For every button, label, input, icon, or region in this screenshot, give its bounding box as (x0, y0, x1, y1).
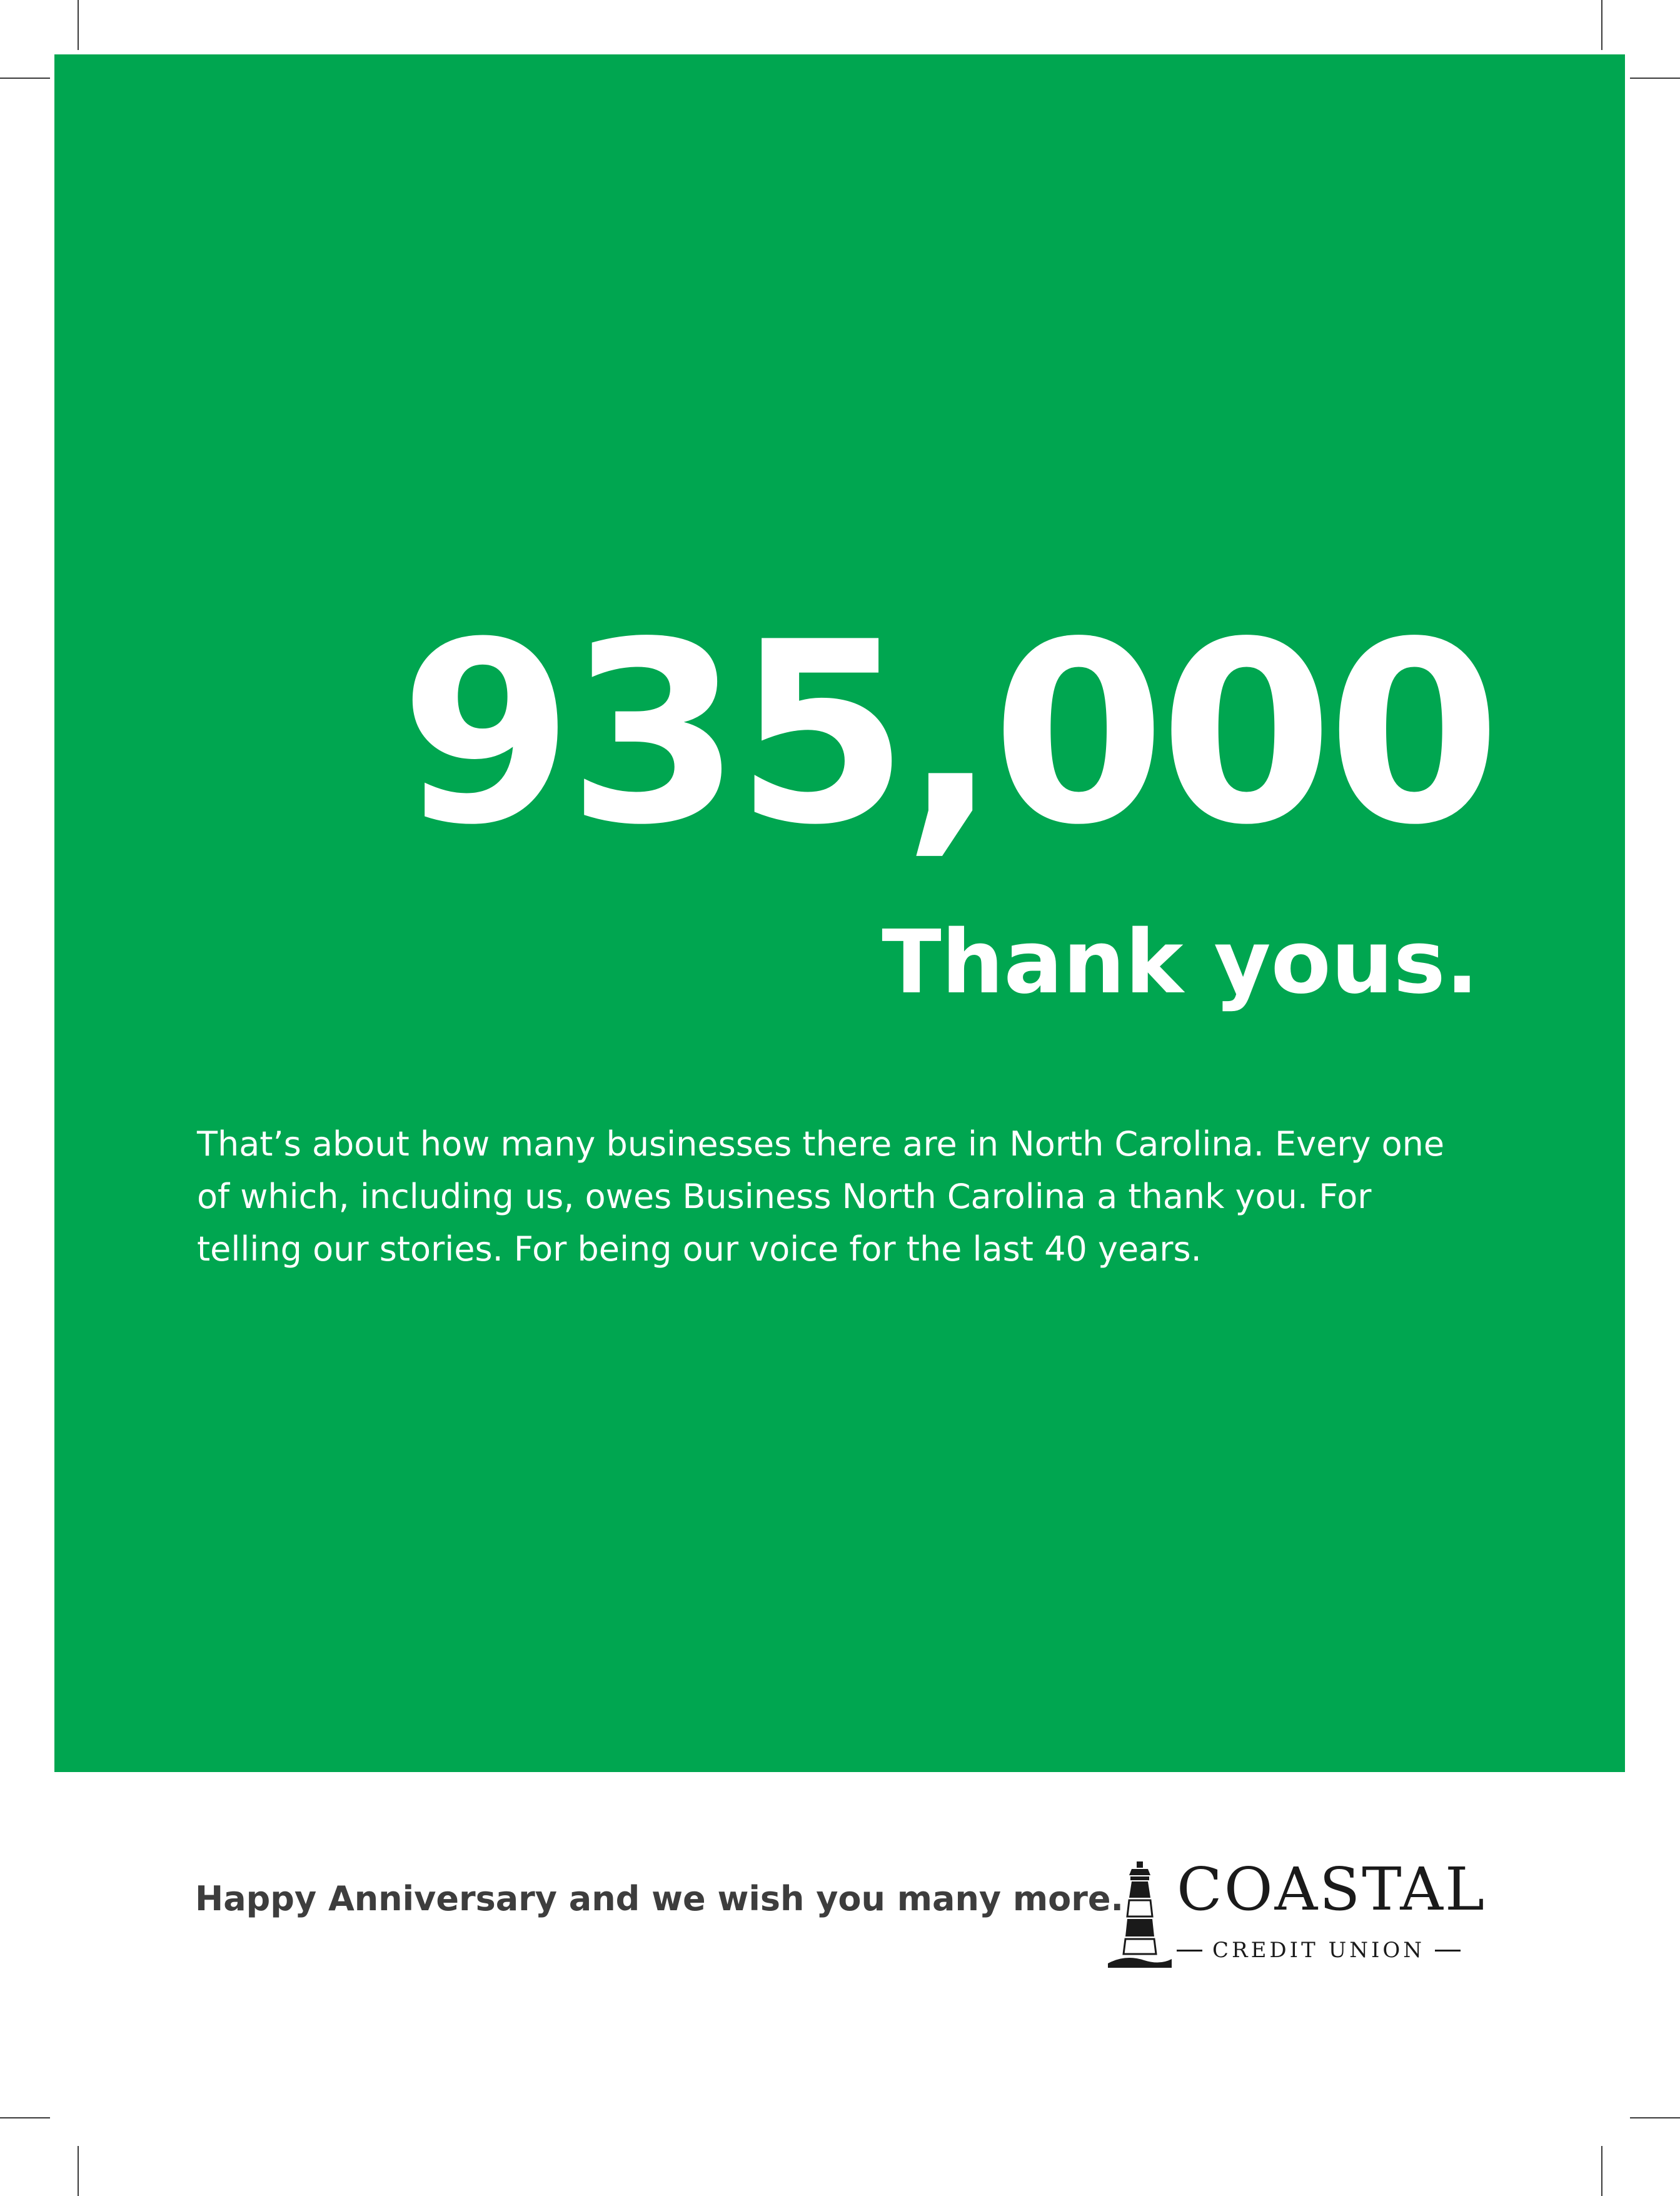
crop-mark-bottom-right-h (1630, 2117, 1680, 2118)
crop-mark-bottom-left-v (78, 2146, 79, 2196)
crop-mark-top-left-h (0, 78, 50, 79)
logo-right-rule (1435, 1950, 1461, 1952)
anniversary-message: Happy Anniversary and we wish you many more. (195, 1879, 1124, 1918)
headline-subtitle: Thank yous. (882, 912, 1479, 1014)
crop-mark-top-right-v (1601, 0, 1602, 50)
logo-subtitle: CREDIT UNION (1212, 1938, 1426, 1963)
logo-subtitle-row (1177, 1938, 1461, 1963)
logo-left-rule (1177, 1950, 1202, 1952)
headline-number: 935,000 (400, 589, 1495, 880)
lighthouse-icon (1107, 1860, 1172, 1970)
crop-mark-top-left-v (78, 0, 79, 50)
body-copy: That’s about how many businesses there are in North Carolina. Every one of which, including us, owes Business North Carolina a thank you. For telling our stories. For being our voice for the last 40 years. (197, 1124, 1445, 1269)
crop-mark-bottom-right-v (1601, 2146, 1602, 2196)
logo-name: COASTAL (1177, 1855, 1487, 1924)
crop-mark-top-right-h (1630, 78, 1680, 79)
coastal-credit-union-logo (1107, 1855, 1487, 1973)
crop-mark-bottom-left-h (0, 2117, 50, 2118)
